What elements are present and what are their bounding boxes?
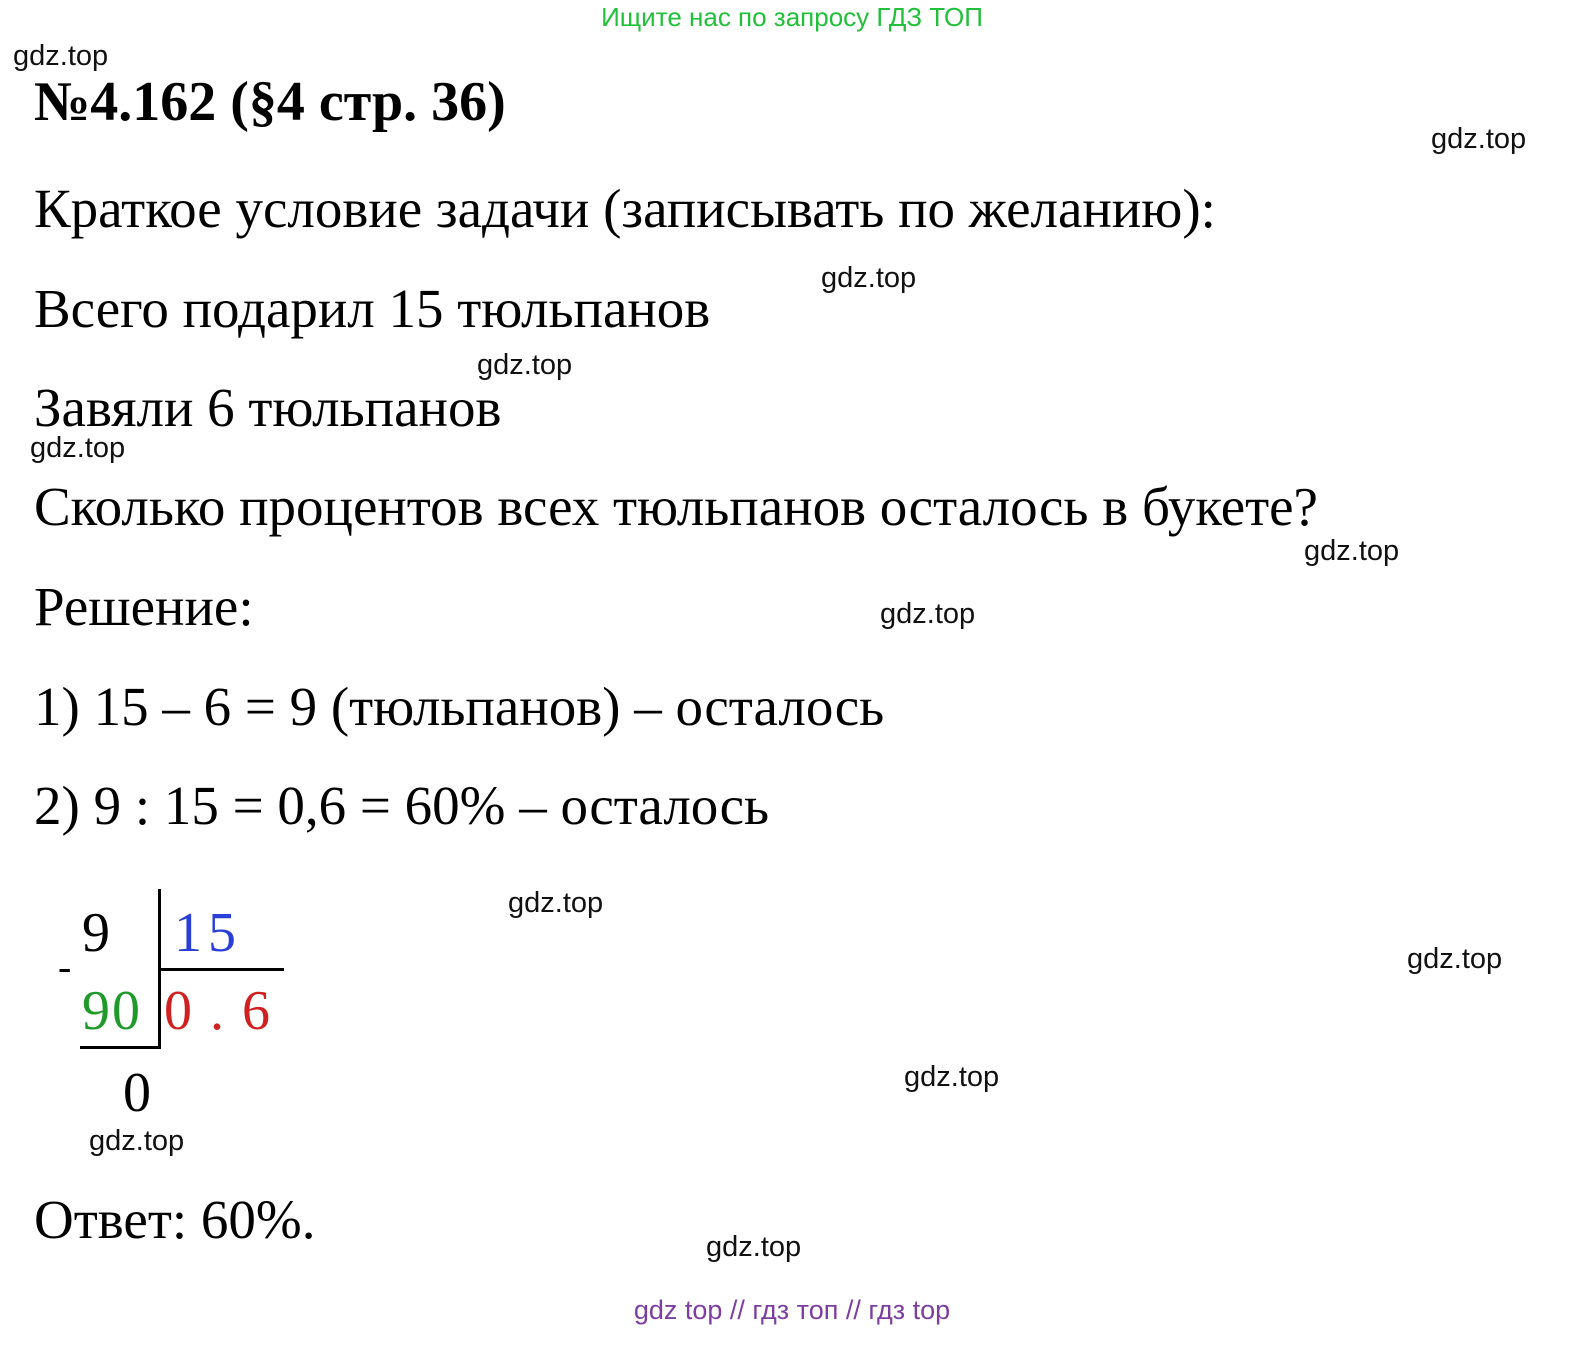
watermark: gdz.top xyxy=(904,1061,1000,1093)
watermark: gdz.top xyxy=(1304,535,1400,567)
footer-links[interactable]: gdz top // гдз топ // гдз top xyxy=(633,1295,951,1325)
watermark: gdz.top xyxy=(880,598,976,630)
question-text: Сколько процентов всех тюльпанов осталось в букете? xyxy=(34,476,1318,537)
given-total: Всего подарил 15 тюльпанов xyxy=(34,278,711,339)
watermark: gdz.top xyxy=(508,887,604,919)
solution-step-2: 2) 9 : 15 = 0,6 = 60% – осталось xyxy=(34,775,770,836)
watermark: gdz.top xyxy=(706,1231,802,1263)
answer-text: Ответ: 60%. xyxy=(34,1189,316,1250)
division-divisor: 15 xyxy=(174,902,242,964)
division-minus-sign: - xyxy=(58,944,72,989)
division-dividend: 9 xyxy=(82,902,110,964)
condition-header: Краткое условие задачи (записывать по желанию): xyxy=(34,178,1216,239)
watermark: gdz.top xyxy=(30,432,126,464)
watermark: gdz.top xyxy=(477,349,573,381)
division-divisor-underline xyxy=(158,968,284,971)
division-quotient: 0 . 6 xyxy=(164,980,272,1042)
watermark: gdz.top xyxy=(89,1125,185,1157)
division-subtrahend: 90 xyxy=(82,980,142,1042)
solution-step-1: 1) 15 – 6 = 9 (тюльпанов) – осталось xyxy=(34,676,885,737)
watermark: gdz.top xyxy=(821,262,917,294)
given-wilted: Завяли 6 тюльпанов xyxy=(34,377,502,438)
watermark: gdz.top xyxy=(13,40,109,72)
watermark: gdz.top xyxy=(1431,123,1527,155)
watermark: gdz.top xyxy=(1407,943,1503,975)
division-remainder: 0 xyxy=(123,1062,151,1124)
division-subtraction-line xyxy=(80,1046,161,1049)
problem-title: №4.162 (§4 стр. 36) xyxy=(34,71,506,133)
solution-header: Решение: xyxy=(34,576,254,637)
long-division xyxy=(50,885,310,1125)
search-banner[interactable]: Ищите нас по запросу ГДЗ ТОП xyxy=(601,2,983,32)
